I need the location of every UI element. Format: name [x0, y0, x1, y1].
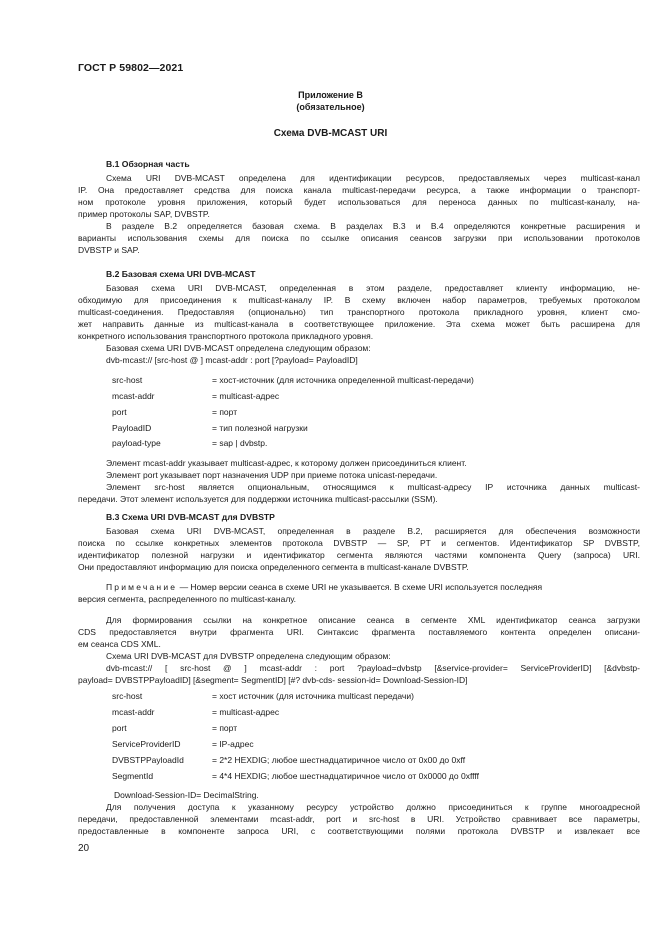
param-name: ServiceProviderID — [112, 739, 181, 749]
param-name: SegmentId — [112, 771, 154, 781]
paragraph-b3-2 — [78, 614, 640, 650]
param-value: = порт — [212, 407, 238, 417]
text-line: IP. Она предоставляет средства для поиска канала multicast-передачи ресурса, а также информации о транспорт- — [78, 185, 640, 195]
note — [78, 581, 640, 605]
paragraph-b2-1 — [78, 282, 640, 342]
text-line: конкретного использования транспортного протокола прикладного уровня. — [78, 331, 374, 341]
text-line: payload= DVBSTPPayloadID] [&segment= SegmentID] [#? dvb-cds- session-id= Download-Session-ID] — [78, 675, 468, 685]
standard-header: ГОСТ Р 59802—2021 — [78, 62, 184, 74]
syntax-b3 — [78, 662, 640, 686]
param-value: = хост источник (для источника multicast передачи) — [212, 691, 414, 701]
appendix-status: (обязательное) — [296, 102, 365, 112]
text-line: предоставленные в компоненте запроса URI, с соответствующими полями протокола DVBSTP и извлекает все — [78, 826, 640, 836]
appendix-title: Приложение В — [298, 90, 363, 100]
text-line: Для получения доступа к указанному ресурсу устройство должно присоединиться к группе многоадресной — [106, 802, 640, 812]
syntax-intro-b3: Схема URI DVB-MCAST для DVBSTP определена следующим образом: — [106, 651, 391, 661]
param-name: mcast-addr — [112, 707, 155, 717]
syntax-b2: dvb-mcast:// [src-host @ ] mcast-addr : port [?payload= PayloadID] — [106, 355, 358, 365]
note-line — [78, 581, 640, 593]
section-heading-b1: В.1 Обзорная часть — [106, 159, 190, 169]
paragraph-b2-2 — [78, 481, 640, 505]
text-line: пример протоколы SAP, DVBSTP. — [78, 209, 210, 219]
syntax-intro-b2: Базовая схема URI DVB-MCAST определена следующим образом: — [106, 343, 371, 353]
note-label: Примечание — [106, 582, 178, 592]
text-line: Схема URI DVB-MCAST определена для идентификации ресурсов, предоставляемых через multicast-канал — [106, 173, 640, 183]
text-line: В разделе В.2 определяется базовая схема. В разделах В.3 и В.4 определяются конкретные расширения и — [106, 221, 640, 231]
page-number: 20 — [78, 843, 90, 854]
text-line: Элемент mcast-addr указывает multicast-адрес, к которому должен присоединиться клиент. — [106, 458, 467, 468]
param-value: = 2*2 HEXDIG; любое шестнадцатиричное число от 0x00 до 0xff — [212, 755, 466, 765]
text-line: передачи. Этот элемент используется для поддержки источника multicast-рассылки (SSM). — [78, 494, 438, 504]
text-line: Базовая схема URI DVB-MCAST, определенная в этом разделе, предоставляет клиенту информацию, не- — [106, 283, 640, 293]
param-value: = IP-адрес — [212, 739, 254, 749]
param-name: DVBSTPPayloadId — [112, 755, 184, 765]
param-name: mcast-addr — [112, 391, 155, 401]
text-line: CDS предоставляется внутри фрагмента URI. Синтаксис фрагмента поставляемого контента определен описани- — [78, 627, 640, 637]
document-title: Схема DVB-MCAST URI — [273, 128, 388, 139]
text-line: ном протоколе уровня приложения, который будет использоваться для переноса данных по multicast-каналу, на- — [78, 197, 640, 207]
param-name: src-host — [112, 691, 143, 701]
paragraph-b1-1 — [78, 172, 640, 220]
section-heading-b3: В.3 Схема URI DVB-MCAST для DVBSTP — [106, 512, 275, 522]
param-value: = хост-источник (для источника определенной multicast-передачи) — [212, 375, 474, 385]
paragraph-b1-2 — [78, 220, 640, 256]
paragraph-b3-1 — [78, 525, 640, 573]
param-value: = порт — [212, 723, 238, 733]
text-line: варианты использования схемы для поиска по ссылке описания сеансов загрузки при использовании протоколов — [78, 233, 640, 243]
text-line: поиска по ссылке конкретных элементов протокола DVBSTP — SP, PT и сегментов. Идентификатор SP DVBSTP, — [78, 538, 640, 548]
text-line: dvb-mcast:// [ src-host @ ] mcast-addr : port ?payload=dvbstp [&service-provider= ServiceProviderID] [&dvbstp- — [106, 663, 640, 673]
paragraph-b3-3 — [78, 801, 640, 837]
param-name: port — [112, 723, 127, 733]
text-line: multicast-соединения. Предоставляя (опционально) тип транспортного протокола прикладного уровня, клиент смо- — [78, 307, 640, 317]
text-line: Для формирования ссылки на конкретное описание сеанса в сегменте XML идентификатор сеанса загрузки — [106, 615, 640, 625]
param-name: src-host — [112, 375, 143, 385]
text-line: Элемент port указывает порт назначения UDP при приеме потока unicast-передачи. — [106, 470, 438, 480]
text-line: обходимую для присоединения к multicast-каналу IP. В схему включен набор параметров, требуемых протоколом — [78, 295, 640, 305]
text-line: идентификатор полезной нагрузки и идентификатор сегмента являются частями компонента Query (запроса) URI. — [78, 550, 640, 560]
param-name: PayloadID — [112, 423, 152, 433]
section-heading-b2: В.2 Базовая схема URI DVB-MCAST — [106, 269, 256, 279]
param-name: payload-type — [112, 438, 161, 448]
text-line: версия сегмента, распределенного по multicast-каналу. — [78, 594, 297, 604]
text-line: передачи, предоставленной элементами mcast-addr, port и src-host в URI. Устройство сравнивает все параметры, — [78, 814, 640, 824]
param-name: port — [112, 407, 127, 417]
param-value: = multicast-адрес — [212, 391, 280, 401]
text-line: ем сеанса CDS XML. — [78, 639, 161, 649]
param-value: = sap | dvbstp. — [212, 438, 268, 448]
param-value: = тип полезной нагрузки — [212, 423, 308, 433]
note-text: — Номер версии сеанса в схеме URI не указывается. В схеме URI используется последняя — [177, 582, 543, 592]
download-session-definition: Download-Session-ID= DecimalString. — [114, 790, 259, 800]
text-line: жет направить данные из multicast-канала в соответствующее приложение. Эта схема может быть расширена для — [78, 319, 640, 329]
text-line: Базовая схема URI DVB-MCAST, определенная в разделе В.2, расширяется для обеспечения возможности — [106, 526, 640, 536]
param-value: = multicast-адрес — [212, 707, 280, 717]
text-line: Элемент src-host является опциональным, относящимся к multicast-адресу IP источника данных multicast- — [106, 482, 640, 492]
text-line: DVBSTP и SAP. — [78, 245, 140, 255]
param-value: = 4*4 HEXDIG; любое шестнадцатиричное число от 0x0000 до 0xffff — [212, 771, 479, 781]
text-line: Они предоставляют информацию для поиска определенного сегмента в multicast-канале DVBSTP. — [78, 562, 469, 572]
